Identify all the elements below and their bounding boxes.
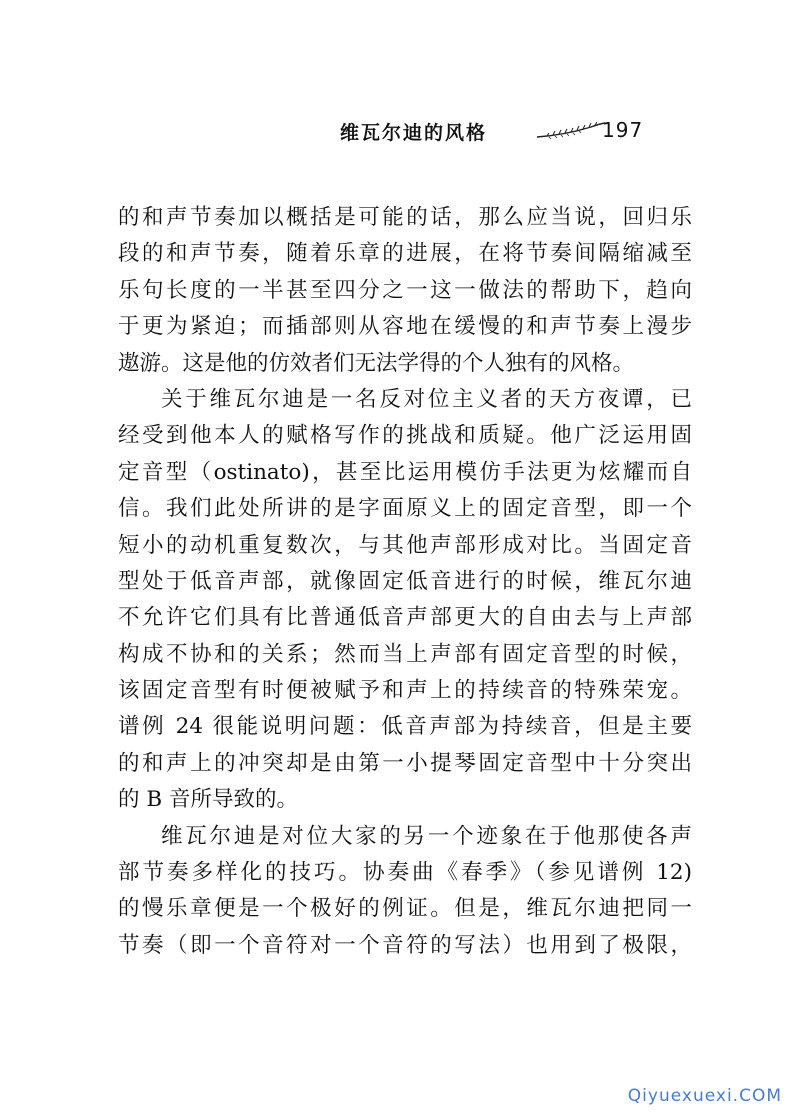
text-line: 的慢乐章便是一个极好的例证。但是，维瓦尔迪把同一 <box>118 896 692 922</box>
paragraph-3 <box>118 819 692 965</box>
text-line: 于更为紧迫；而插部则从容地在缓慢的和声节奏上漫步 <box>118 314 692 340</box>
paragraph-1 <box>118 200 692 382</box>
text-line: 短小的动机重复数次，与其他声部形成对比。当固定音 <box>118 532 692 558</box>
text-line: 该固定音型有时便被赋予和声上的持续音的特殊荣宠。 <box>118 678 692 704</box>
paragraph-2 <box>118 382 692 819</box>
text-line: 的和声上的冲突却是由第一小提琴固定音型中十分突出 <box>118 750 692 776</box>
text-line: 部节奏多样化的技巧。协奏曲《春季》（参见谱例 12) <box>118 860 692 886</box>
running-head <box>340 118 660 148</box>
watermark-link[interactable]: Qiyuexuexi.COM <box>627 1086 782 1106</box>
text-line: 关于维瓦尔迪是一名反对位主义者的天方夜谭，已 <box>161 386 692 412</box>
text-line: 定音型（ostinato)，甚至比运用模仿手法更为炫耀而自 <box>118 459 692 485</box>
text-line: 段的和声节奏，随着乐章的进展，在将节奏间隔缩减至 <box>118 241 692 267</box>
text-line: 遨游。这是他的仿效者们无法学得的个人独有的风格。 <box>118 350 635 376</box>
text-line: 不允许它们具有比普通低音声部更大的自由去与上声部 <box>118 605 692 631</box>
page-number: 197 <box>602 118 644 142</box>
text-line: 经受到他本人的赋格写作的挑战和质疑。他广泛运用固 <box>118 423 692 449</box>
text-line: 的 B 音所导致的。 <box>118 787 298 813</box>
running-title: 维瓦尔迪的风格 <box>340 122 488 144</box>
text-line: 谱例 24 很能说明问题：低音声部为持续音，但是主要 <box>118 714 692 740</box>
text-line: 乐句长度的一半甚至四分之一这一做法的帮助下，趋向 <box>118 277 692 303</box>
text-line: 节奏（即一个音符对一个音符的写法）也用到了极限， <box>118 932 692 958</box>
text-line: 型处于低音声部，就像固定低音进行的时候，维瓦尔迪 <box>118 568 692 594</box>
body-text <box>118 200 692 964</box>
text-line: 构成不协和的关系；然而当上声部有固定音型的时候， <box>118 641 692 667</box>
text-line: 的和声节奏加以概括是可能的话，那么应当说，回归乐 <box>118 205 692 230</box>
text-line: 信。我们此处所讲的是字面原义上的固定音型，即一个 <box>118 496 692 522</box>
text-line: 维瓦尔迪是对位大家的另一个迹象在于他那使各声 <box>161 823 692 849</box>
